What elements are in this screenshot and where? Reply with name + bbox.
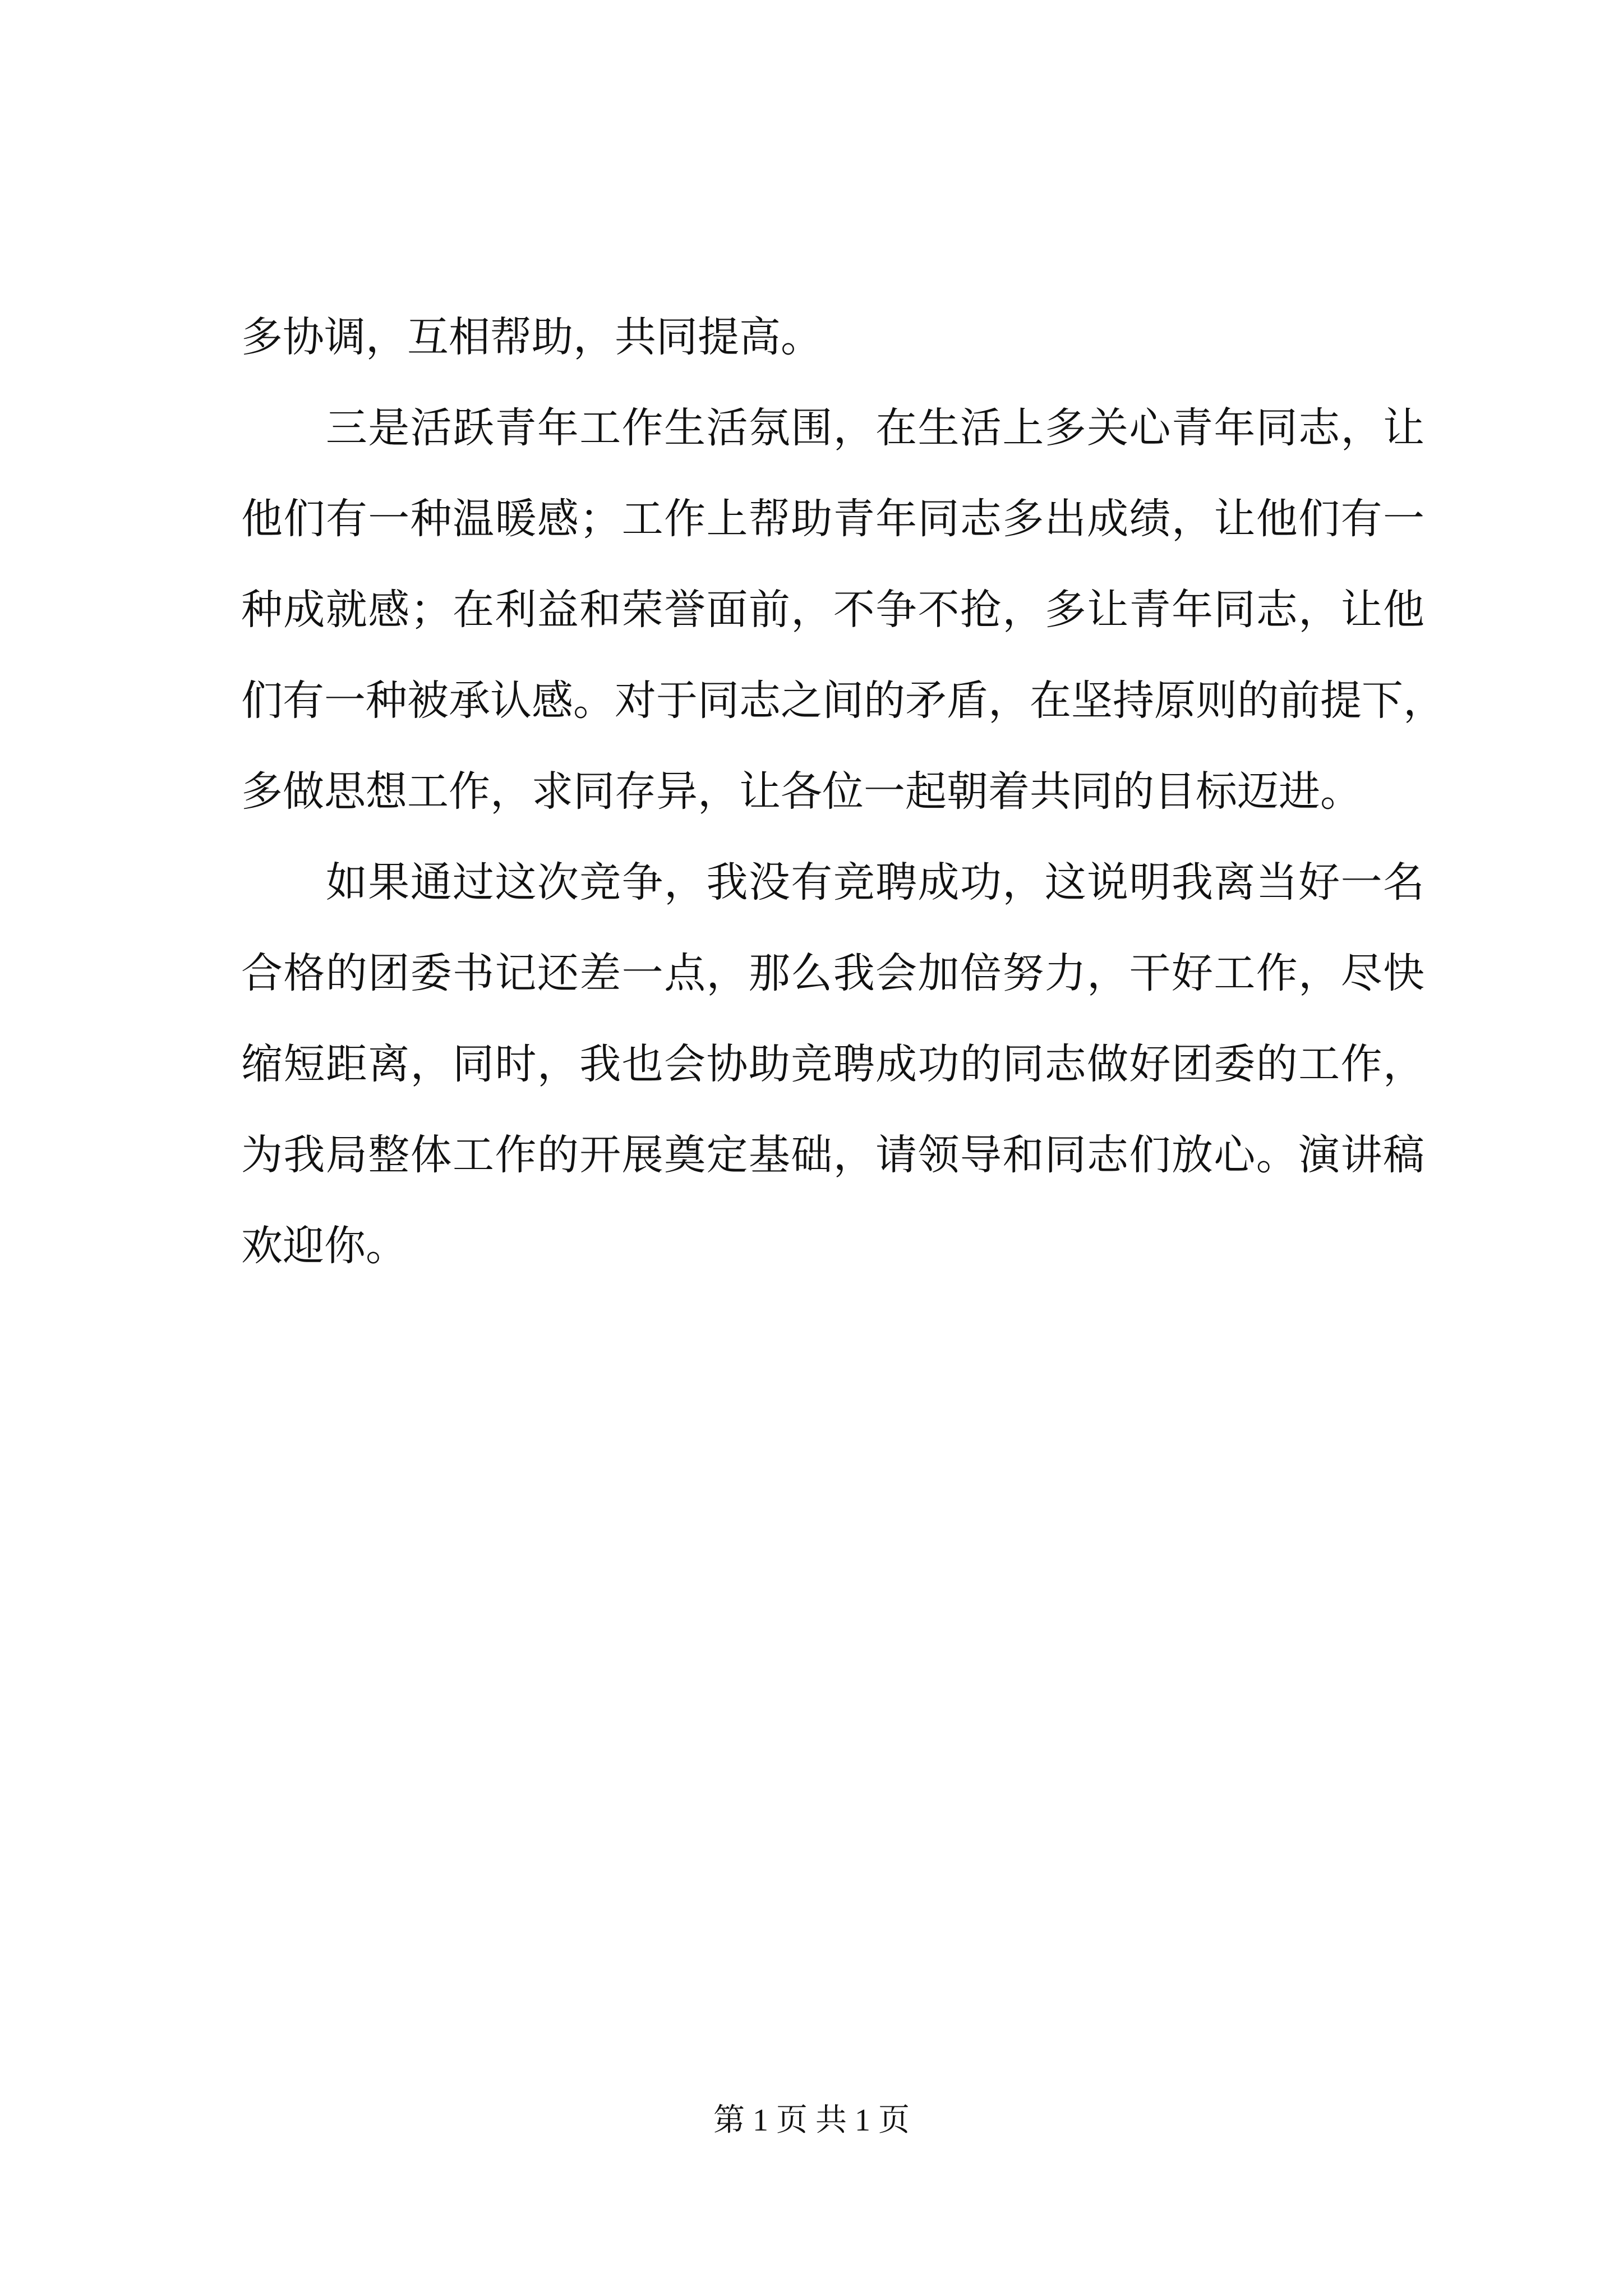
text-line: 合格的团委书记还差一点，那么我会加倍努力，干好工作，尽快: [241, 949, 1424, 997]
page-number-footer: 第 1 页 共 1 页: [713, 2103, 910, 2138]
text-line: 为我局整体工作的开展奠定基础，请领导和同志们放心。演讲稿: [241, 1131, 1424, 1179]
text-line: 他们有一种温暖感；工作上帮助青年同志多出成绩，让他们有一: [241, 495, 1424, 543]
text-line: 三是活跃青年工作生活氛围，在生活上多关心青年同志，让: [241, 404, 1424, 452]
text-line: 种成就感；在利益和荣誉面前，不争不抢，多让青年同志，让他: [241, 586, 1424, 634]
text-line: 多做思想工作，求同存异，让各位一起朝着共同的目标迈进。: [241, 767, 1362, 816]
text-line: 如果通过这次竞争，我没有竞聘成功，这说明我离当好一名: [241, 858, 1424, 907]
text-line: 缩短距离，同时，我也会协助竞聘成功的同志做好团委的工作，: [241, 1040, 1424, 1088]
text-line: 欢迎你。: [241, 1222, 407, 1270]
text-line: 们有一种被承认感。对于同志之间的矛盾，在坚持原则的前提下，: [241, 677, 1445, 725]
document-body: [241, 292, 1445, 1291]
text-line: 多协调，互相帮助，共同提高。: [241, 313, 822, 361]
